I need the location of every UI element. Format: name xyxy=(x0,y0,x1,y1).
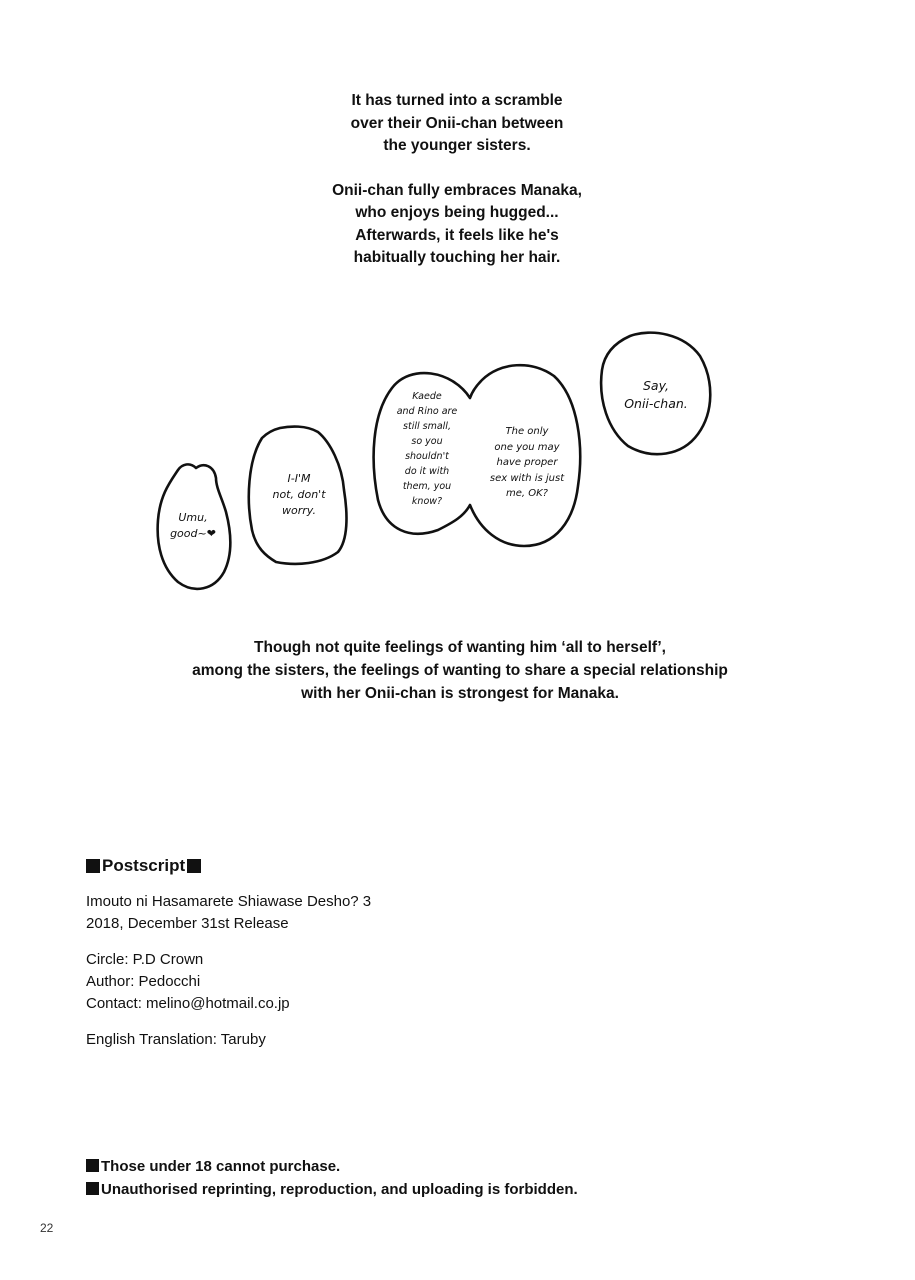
notices xyxy=(86,1155,578,1201)
intro-line: Afterwards, it feels like he's xyxy=(355,226,559,244)
postscript-title: Postscript xyxy=(102,856,186,875)
author: Author: Pedocchi xyxy=(86,973,201,990)
contact: Contact: melino@hotmail.co.jp xyxy=(86,995,290,1012)
notice-reprint: Unauthorised reprinting, reproduction, and uploading is forbidden. xyxy=(86,1178,578,1201)
black-square-icon xyxy=(86,859,100,873)
intro-line: over their Onii-chan between xyxy=(350,114,564,132)
release-info xyxy=(86,891,686,935)
closing-line: with her Onii-chan is strongest for Manaka. xyxy=(301,685,619,702)
black-square-icon xyxy=(86,1182,99,1195)
bubble-text-only-one: The only one you may have proper sex with is just me, OK? xyxy=(489,426,565,499)
intro-line: habitually touching her hair. xyxy=(353,249,561,266)
page-number: 22 xyxy=(40,1221,54,1235)
bubble-text-im-not: I-I'M not, don't worry. xyxy=(272,472,326,517)
credits xyxy=(86,949,686,1015)
black-square-icon xyxy=(86,1159,99,1172)
postscript xyxy=(86,855,686,1065)
intro-line: the younger sisters. xyxy=(383,137,531,154)
intro-line: It has turned into a scramble xyxy=(351,92,563,109)
bubble-text-say: Say, Onii-chan. xyxy=(624,378,688,411)
intro-line: Onii-chan fully embraces Manaka, xyxy=(332,181,582,199)
closing-line: Though not quite feelings of wanting him ‘all to herself’, xyxy=(254,639,666,656)
closing-text xyxy=(150,636,770,705)
circle: Circle: P.D Crown xyxy=(86,951,204,968)
notice-age: Those under 18 cannot purchase. xyxy=(86,1155,578,1178)
translation-credit-block xyxy=(86,1029,686,1051)
black-square-icon xyxy=(187,859,201,873)
translation-credit: English Translation: Taruby xyxy=(86,1031,266,1048)
bubble-text-umu: Umu, good~❤ xyxy=(170,511,216,540)
intro-line: who enjoys being hugged... xyxy=(355,204,559,221)
closing-line: among the sisters, the feelings of wanting to share a special relationship xyxy=(192,662,728,679)
postscript-heading xyxy=(86,855,686,877)
release-date: 2018, December 31st Release xyxy=(86,915,289,932)
bubble-text-kaede: Kaede and Rino are still small, so you shouldn't do it with them, you know? xyxy=(396,391,458,507)
book-title: Imouto ni Hasamarete Shiawase Desho? 3 xyxy=(86,893,372,910)
